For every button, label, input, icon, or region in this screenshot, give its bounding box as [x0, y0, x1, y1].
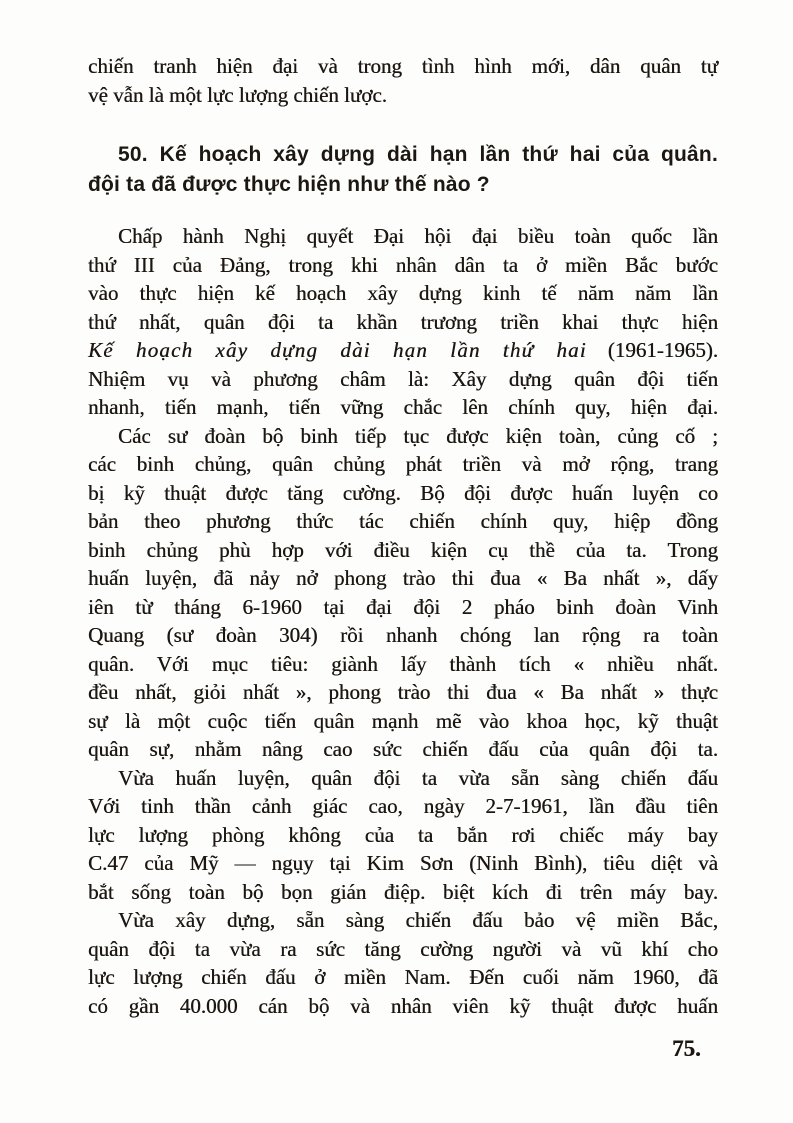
text-line	[88, 279, 718, 308]
text-line	[88, 849, 718, 878]
paragraph-combat-readiness	[88, 764, 718, 907]
text-segment: thứ nhất, quân đội ta khần trương triền khai thực hiện	[88, 309, 718, 334]
text-line	[88, 479, 718, 508]
text-segment: Vừa huấn luyện, quân đội ta vừa sẵn sàng chiến đấu	[118, 765, 718, 790]
text-segment: thứ III của Đảng, trong khi nhân dân ta ở miền Bắc bước	[88, 252, 718, 277]
italic-text-segment: Kế hoạch xây dựng dài hạn lần thứ hai	[88, 338, 587, 362]
text-segment: nhanh, tiến mạnh, tiến vững chắc lên chính quy, hiện đại.	[88, 395, 718, 419]
text-line	[88, 140, 718, 170]
text-segment: quân sự, nhằm nâng cao sức chiến đấu của quân đội ta.	[88, 737, 718, 761]
text-segment: vào thực hiện kế hoạch xây dựng kinh tế năm năm lần	[88, 281, 718, 305]
text-segment: iên từ tháng 6-1960 tại đại đội 2 pháo binh đoàn Vinh	[88, 594, 718, 619]
text-line	[88, 963, 718, 992]
text-segment: Chấp hành Nghị quyết Đại hội đại biều toàn quốc lần	[118, 224, 718, 248]
text-segment: sự là một cuộc tiến quân mạnh mẽ vào khoa học, kỹ thuật	[88, 708, 718, 733]
text-segment: các binh chủng, quân chủng phát triền và mở rộng, trang	[88, 452, 718, 476]
text-line	[88, 365, 718, 394]
text-line	[88, 992, 718, 1021]
text-line	[88, 707, 718, 736]
text-line	[88, 170, 718, 200]
page-number: 75.	[672, 1036, 701, 1061]
text-segment: Với tinh thần cảnh giác cao, ngày 2-7-1961, lần đầu tiên	[88, 794, 718, 818]
text-line	[88, 564, 718, 593]
text-line	[88, 792, 718, 821]
text-segment: vệ vẫn là một lực lượng chiến lược.	[88, 82, 387, 107]
text-line	[88, 450, 718, 479]
paragraph-training-movement	[88, 422, 718, 764]
text-line	[88, 878, 718, 907]
text-segment: có gần 40.000 cán bộ và nhân viên kỹ thuật được huấn	[88, 993, 718, 1018]
text-segment: bị kỹ thuật được tăng cường. Bộ đội được huấn luyện co	[88, 480, 718, 505]
text-segment: quân. Với mục tiêu: giành lấy thành tích « nhiều nhất.	[88, 651, 718, 676]
text-segment: lực lượng chiến đấu ở miền Nam. Đến cuối năm 1960, đã	[88, 965, 718, 989]
continuation-paragraph	[88, 52, 718, 109]
text-segment: C.47 của Mỹ — ngụy tại Kim Sơn (Ninh Bình), tiêu diệt và	[88, 851, 718, 875]
text-segment: huấn luyện, đã nảy nở phong trào thi đua « Ba nhất », dấy	[88, 566, 718, 590]
text-segment: đều nhất, giỏi nhất », phong trào thi đua « Ba nhất » thực	[88, 680, 718, 704]
text-line	[88, 422, 718, 451]
text-line	[88, 81, 718, 110]
text-segment: bắt sống toàn bộ bọn gián điệp. biệt kích đi trên máy bay.	[88, 879, 718, 904]
text-segment: 50. Kế hoạch xây dựng dài hạn lần thứ hai của quân.	[118, 143, 718, 166]
text-line	[88, 308, 718, 337]
text-line	[88, 764, 718, 793]
text-segment: Quang (sư đoàn 304) rồi nhanh chóng lan rộng ra toàn	[88, 623, 718, 647]
text-segment: lực lượng phòng không của ta bắn rơi chiếc máy bay	[88, 822, 718, 847]
text-line	[88, 536, 718, 565]
text-segment: quân đội ta vừa ra sức tăng cường người và vũ khí cho	[88, 936, 718, 961]
text-segment: Nhiệm vụ và phương châm là: Xây dựng quân đội tiến	[88, 366, 718, 391]
text-line	[88, 222, 718, 251]
page-text	[88, 52, 718, 1020]
text-line	[88, 678, 718, 707]
question-heading	[88, 140, 718, 200]
text-line	[88, 621, 718, 650]
text-line	[88, 507, 718, 536]
text-line	[88, 935, 718, 964]
text-segment: chiến tranh hiện đại và trong tình hình mới, dân quân tự	[88, 54, 718, 78]
text-line	[88, 336, 718, 365]
text-line	[88, 906, 718, 935]
text-segment: Các sư đoàn bộ binh tiếp tục được kiện toàn, củng cố ;	[118, 423, 718, 448]
text-line	[88, 735, 718, 764]
text-line	[88, 52, 718, 81]
text-segment: (1961-1965).	[586, 338, 719, 362]
paragraph-plan-overview	[88, 222, 718, 422]
text-segment: binh chủng phù hợp với điều kiện cụ thề của ta. Trong	[88, 537, 718, 562]
text-line	[88, 393, 718, 422]
text-segment: đội ta đã được thực hiện như thế nào ?	[88, 173, 490, 196]
text-line	[88, 821, 718, 850]
text-line	[88, 251, 718, 280]
paragraph-support-south	[88, 906, 718, 1020]
text-segment: bản theo phương thức tác chiến chính quy, hiệp đồng	[88, 509, 718, 533]
text-line	[88, 650, 718, 679]
text-segment: Vừa xây dựng, sẵn sàng chiến đấu bảo vệ miền Bắc,	[118, 908, 718, 932]
text-line	[88, 593, 718, 622]
